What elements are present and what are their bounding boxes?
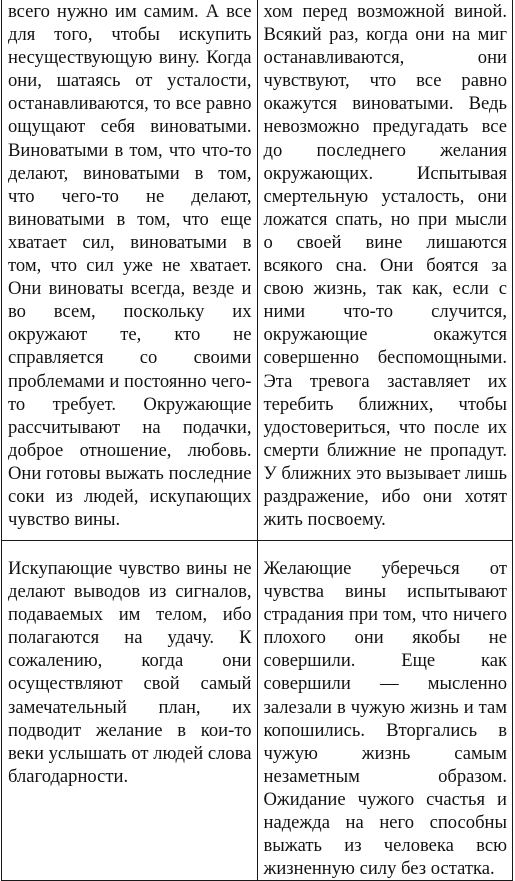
paragraph-top-left: всего нужно им самим. А все для того, чтобы искупить несуществующую вину. Когда они, шатаясь от усталости, останавливаются, то все равно ощущают себя виноватыми. Виноватыми в том, что что-то делают, виноватыми в том, что чего-то не делают, виноватыми в том, что еще хватает сил, виноватыми в том, что сил уже не хватает. Они виноваты всегда, везде и во всем, поскольку их окружают те, кто не справляется со своими проблемами и постоянно чего-то требует. Окружающие рассчитывают на подачки, доброе отношение, любовь. Они готовы выжать последние соки из людей, искупающих чувство вины. — [8, 1, 252, 531]
paragraph-top-right: хом перед возможной виной. Всякий раз, когда они на миг останавливаются, они чувствуют, что все равно окажутся виноватыми. Ведь невозможно предугадать все до последнего желания окружающих. Испытывая смертельную усталость, они ложатся спать, но при мысли о своей вине лишаются всякого сна. Они боятся за свою жизнь, так как, если с ними что-то случится, окружающие окажутся совершенно беспомощными. Эта тревога заставляет их теребить ближних, чтобы удостовериться, что после их смерти ближние не пропадут. У ближних это вызывает лишь раздражение, ибо они хотят жить посвоему. — [263, 1, 507, 531]
cell-top-left — [2, 0, 258, 541]
paragraph-bottom-right: Желающие уберечься от чувства вины испытывают страдания при том, что ничего плохого они якобы не совершили. Еще как совершили — мысленно залезали в чужую жизнь и там копошились. Вторгались в чужую жизнь самым незаметным образом. Ожидание чужого счастья и надежда на него способны выжать из человека всю жизненную силу без остатка. — [263, 558, 507, 880]
table-row — [2, 0, 513, 541]
two-column-table — [1, 0, 513, 881]
cell-bottom-right — [257, 541, 513, 881]
paragraph-bottom-left: Искупающие чувство вины не делают выводов из сигналов, подаваемых им телом, ибо полагаются на удачу. К сожалению, когда они осуществляют свой самый замечательный план, их подводит желание в кои-то веки услышать от людей слова благодарности. — [8, 558, 252, 787]
table-row — [2, 541, 513, 881]
cell-bottom-left — [2, 541, 258, 881]
cell-top-right — [257, 0, 513, 541]
